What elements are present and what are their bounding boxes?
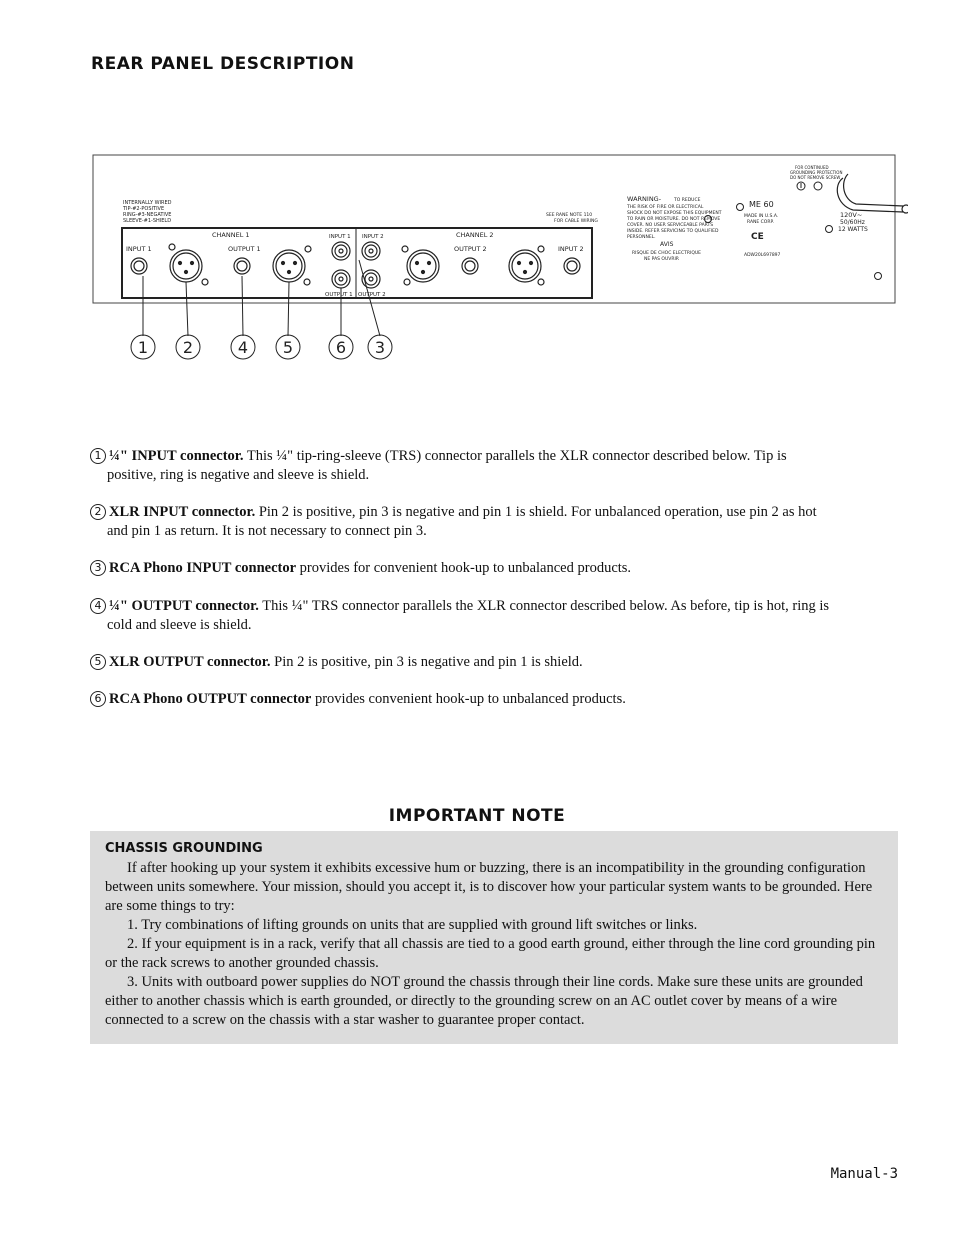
- rca-jack-icon: [332, 270, 350, 288]
- rear-panel-diagram: [88, 150, 908, 370]
- item-rca-output: 6 RCA Phono OUTPUT connector provides convenient hook-up to unbalanced products.: [90, 690, 902, 709]
- input-2-label: INPUT 2: [558, 245, 584, 253]
- svg-text:5: 5: [282, 338, 294, 357]
- quarter-inch-jack-icon: [234, 258, 250, 274]
- cable-note: SEE RANE NOTE 110: [546, 213, 593, 218]
- rca-jack-icon: [362, 242, 380, 260]
- svg-text:4: 4: [237, 338, 249, 357]
- svg-text:INSIDE. REFER SERVICING TO QUA: INSIDE. REFER SERVICING TO QUALIFIED: [627, 229, 719, 234]
- svg-text:TIP-#2-POSITIVE: TIP-#2-POSITIVE: [123, 206, 165, 212]
- note-paragraph: 3. Units with outboard power supplies do NOT ground the chassis through their line cords. Make sure these units are grounded either to another chassis which is earth grounded, or directly to the grounding screw on an AC outlet cover by means of a wire connected to a screw on the chassis with a star washer to guarantee proper contact.: [105, 974, 863, 1028]
- page-number: Manual-3: [830, 1166, 898, 1182]
- quarter-inch-jack-icon: [131, 258, 147, 274]
- note-body: [105, 859, 885, 1030]
- svg-text:3: 3: [374, 338, 386, 357]
- note-paragraph: 1. Try combinations of lifting grounds on units that are supplied with ground lift switches or links.: [127, 917, 698, 933]
- svg-text:RISQUE DE CHOC ELECTRIQUE: RISQUE DE CHOC ELECTRIQUE: [632, 251, 702, 256]
- xlr-connector-icon: [169, 244, 208, 285]
- internal-wiring-note: [122, 200, 172, 224]
- svg-text:RING-#3-NEGATIVE: RING-#3-NEGATIVE: [123, 212, 172, 218]
- chassis-grounding-title: CHASSIS GROUNDING: [105, 841, 263, 856]
- output-2-label: OUTPUT 2: [454, 245, 487, 253]
- callout-2-icon: 2: [90, 504, 106, 520]
- svg-text:ADW20L697897: ADW20L697897: [744, 253, 781, 258]
- svg-text:MADE IN U.S.A.: MADE IN U.S.A.: [744, 214, 779, 219]
- svg-text:RANE CORP.: RANE CORP.: [747, 220, 774, 225]
- xlr-connector-icon: [509, 246, 544, 285]
- rca-input-2-label: INPUT 2: [362, 234, 384, 240]
- important-note-heading: IMPORTANT NOTE: [388, 806, 566, 826]
- rca-input-1-label: INPUT 1: [329, 234, 351, 240]
- warning-text: [626, 195, 722, 262]
- channel-2-label: CHANNEL 2: [456, 231, 494, 239]
- rca-output-1-label: OUTPUT 1: [325, 292, 353, 298]
- svg-text:GROUNDING PROTECTION: GROUNDING PROTECTION: [790, 170, 843, 175]
- svg-text:COVER. NO USER SERVICEABLE PAR: COVER. NO USER SERVICEABLE PARTS: [627, 223, 714, 228]
- svg-text:SLEEVE-#1-SHIELD: SLEEVE-#1-SHIELD: [123, 218, 172, 224]
- item-xlr-input: 2 XLR INPUT connector. Pin 2 is positive, pin 3 is negative and pin 1 is shield. For unbalanced operation, use pin 2 as hot and pin 1 as return. It is not necessary to connect pin 3.: [90, 503, 902, 541]
- svg-text:WARNING-: WARNING-: [627, 195, 662, 203]
- quarter-inch-jack-icon: [564, 258, 580, 274]
- svg-text:6: 6: [335, 338, 347, 357]
- rca-jack-icon: [332, 242, 350, 260]
- svg-text:TO REDUCE: TO REDUCE: [674, 198, 701, 203]
- svg-text:INTERNALLY WIRED: INTERNALLY WIRED: [123, 200, 172, 206]
- important-note-box: [90, 831, 898, 1044]
- input-1-label: INPUT 1: [126, 245, 152, 253]
- svg-text:FOR CONTINUED: FOR CONTINUED: [795, 165, 829, 170]
- output-1-label: OUTPUT 1: [228, 245, 261, 253]
- svg-text:TO RAIN OR MOISTURE. DO NOT RE: TO RAIN OR MOISTURE. DO NOT REMOVE: [627, 217, 721, 222]
- callout-6-icon: 6: [90, 691, 106, 707]
- channel-1-label: CHANNEL 1: [212, 231, 250, 239]
- power-rating: [838, 211, 868, 233]
- model-info: [744, 200, 781, 258]
- callout-3-icon: 3: [90, 560, 106, 576]
- xlr-connector-icon: [273, 246, 311, 285]
- ground-screw-icon: [797, 182, 822, 190]
- svg-text:PERSONNEL.: PERSONNEL.: [627, 235, 656, 240]
- rca-output-2-label: OUTPUT 2: [358, 292, 386, 298]
- svg-text:THE RISK OF FIRE OR ELECTRICAL: THE RISK OF FIRE OR ELECTRICAL: [627, 205, 704, 210]
- page-title: REAR PANEL DESCRIPTION: [91, 54, 355, 74]
- svg-text:12 WATTS: 12 WATTS: [838, 226, 868, 233]
- item-input-quarter-inch: 1 ¼" INPUT connector. This ¼" tip-ring-sleeve (TRS) connector parallels the XLR connector described below. Tip is positive, ring is negative and sleeve is shield.: [90, 447, 902, 485]
- svg-text:AVIS: AVIS: [660, 241, 674, 248]
- svg-text:NE PAS OUVRIR: NE PAS OUVRIR: [644, 257, 679, 262]
- svg-text:120V~: 120V~: [840, 211, 863, 219]
- svg-text:SHOCK DO NOT EXPOSE THIS EQUIP: SHOCK DO NOT EXPOSE THIS EQUIPMENT: [627, 211, 722, 216]
- ce-mark: CE: [751, 232, 764, 242]
- callout-4-icon: 4: [90, 598, 106, 614]
- quarter-inch-jack-icon: [462, 258, 478, 274]
- svg-text:50/60Hz: 50/60Hz: [840, 219, 865, 226]
- power-cord-icon: [837, 174, 908, 213]
- callout-1-icon: 1: [90, 448, 106, 464]
- item-output-quarter-inch: 4 ¼" OUTPUT connector. This ¼" TRS connector parallels the XLR connector described below. As before, tip is hot, ring is cold and sleeve is shield.: [90, 597, 902, 635]
- grounding-note: [790, 165, 842, 180]
- xlr-connector-icon: [402, 246, 439, 285]
- svg-text:ME 60: ME 60: [749, 200, 774, 209]
- svg-text:FOR CABLE WIRING: FOR CABLE WIRING: [554, 219, 598, 224]
- svg-text:DO NOT REMOVE SCREW: DO NOT REMOVE SCREW: [790, 175, 841, 180]
- note-paragraph: If after hooking up your system it exhibits excessive hum or buzzing, there is an incompatibility in the grounding configuration between units somewhere. Your mission, should you accept it, is to discover how your particular system wants to be grounded. Here are some things to try:: [105, 860, 873, 914]
- svg-text:2: 2: [182, 338, 194, 357]
- callout-5-icon: 5: [90, 654, 106, 670]
- note-paragraph: 2. If your equipment is in a rack, verify that all chassis are tied to a good earth ground, either through the line cord grounding pin or the rack screws to another grounded chassis.: [105, 936, 876, 971]
- item-xlr-output: 5 XLR OUTPUT connector. Pin 2 is positive, pin 3 is negative and pin 1 is shield.: [90, 653, 902, 672]
- item-rca-input: 3 RCA Phono INPUT connector provides for convenient hook-up to unbalanced products.: [90, 559, 902, 578]
- svg-text:1: 1: [137, 338, 149, 357]
